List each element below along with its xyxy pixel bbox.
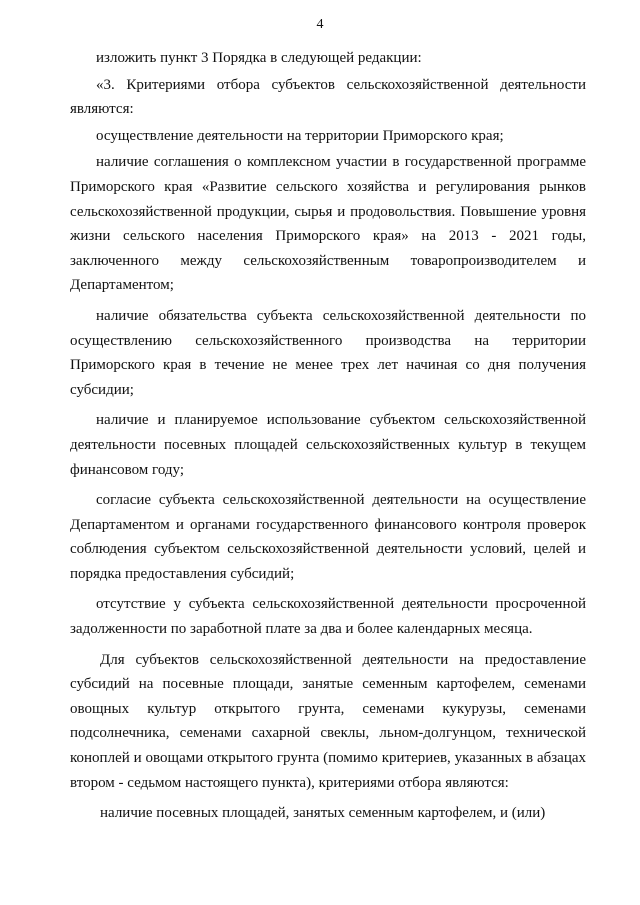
paragraph-consent: согласие субъекта сельскохозяйственной деятельности на осуществление Департаментом и органами государственного финансового контроля проверок соблюдения субъектом сельскохозяйственной деятельности условий, целей и порядка предоставления субсидий; [70,492,586,582]
document-body [70,46,586,826]
paragraph-territory: осуществление деятельности на территории Приморского края; [96,127,504,144]
paragraph-intro: изложить пункт 3 Порядка в следующей редакции: [96,50,422,66]
paragraph-seed-potato: наличие посевных площадей, занятых семенным картофелем, и (или) [100,805,546,822]
paragraph-agreement: наличие соглашения о комплексном участии в государственной программе Приморского края «Развитие сельского хозяйства и регулирования рынков сельскохозяйственной продукции, сырья и продовольствия. Повышение уровня жизни сельского населения Приморского края» на 2013 - 2021 годы, заключенного между сельскохозяйственным товаропроизводителем и Департаментом; [70,154,586,294]
paragraph-obligation: наличие обязательства субъекта сельскохозяйственной деятельности по осуществлению сельскохозяйственного производства на территории Приморского края в течение не менее трех лет начиная со дня получения субсидии; [70,307,586,398]
paragraph-seed-subsidies: Для субъектов сельскохозяйственной деятельности на предоставление субсидий на посевные площади, занятые семенным картофелем, семенами овощных культур открытого грунта, семенами кукурузы, семенами подсолнечника, семенами сахарной свеклы, льном-долгунцом, технической коноплей и овощами открытого грунта (помимо критериев, указанных в абзацах втором - седьмом настоящего пункта), критериями отбора являются: [70,651,586,791]
paragraph-no-arrears: отсутствие у субъекта сельскохозяйственной деятельности просроченной задолженности по заработной плате за два и более календарных месяца. [70,596,586,638]
paragraph-criteria-heading: «3. Критериями отбора субъектов сельскохозяйственной деятельности являются: [70,76,586,118]
paragraph-sown-areas: наличие и планируемое использование субъектом сельскохозяйственной деятельности посевных площадей сельскохозяйственных культур в текущем финансовом году; [70,412,586,478]
page-number: 4 [316,17,324,32]
